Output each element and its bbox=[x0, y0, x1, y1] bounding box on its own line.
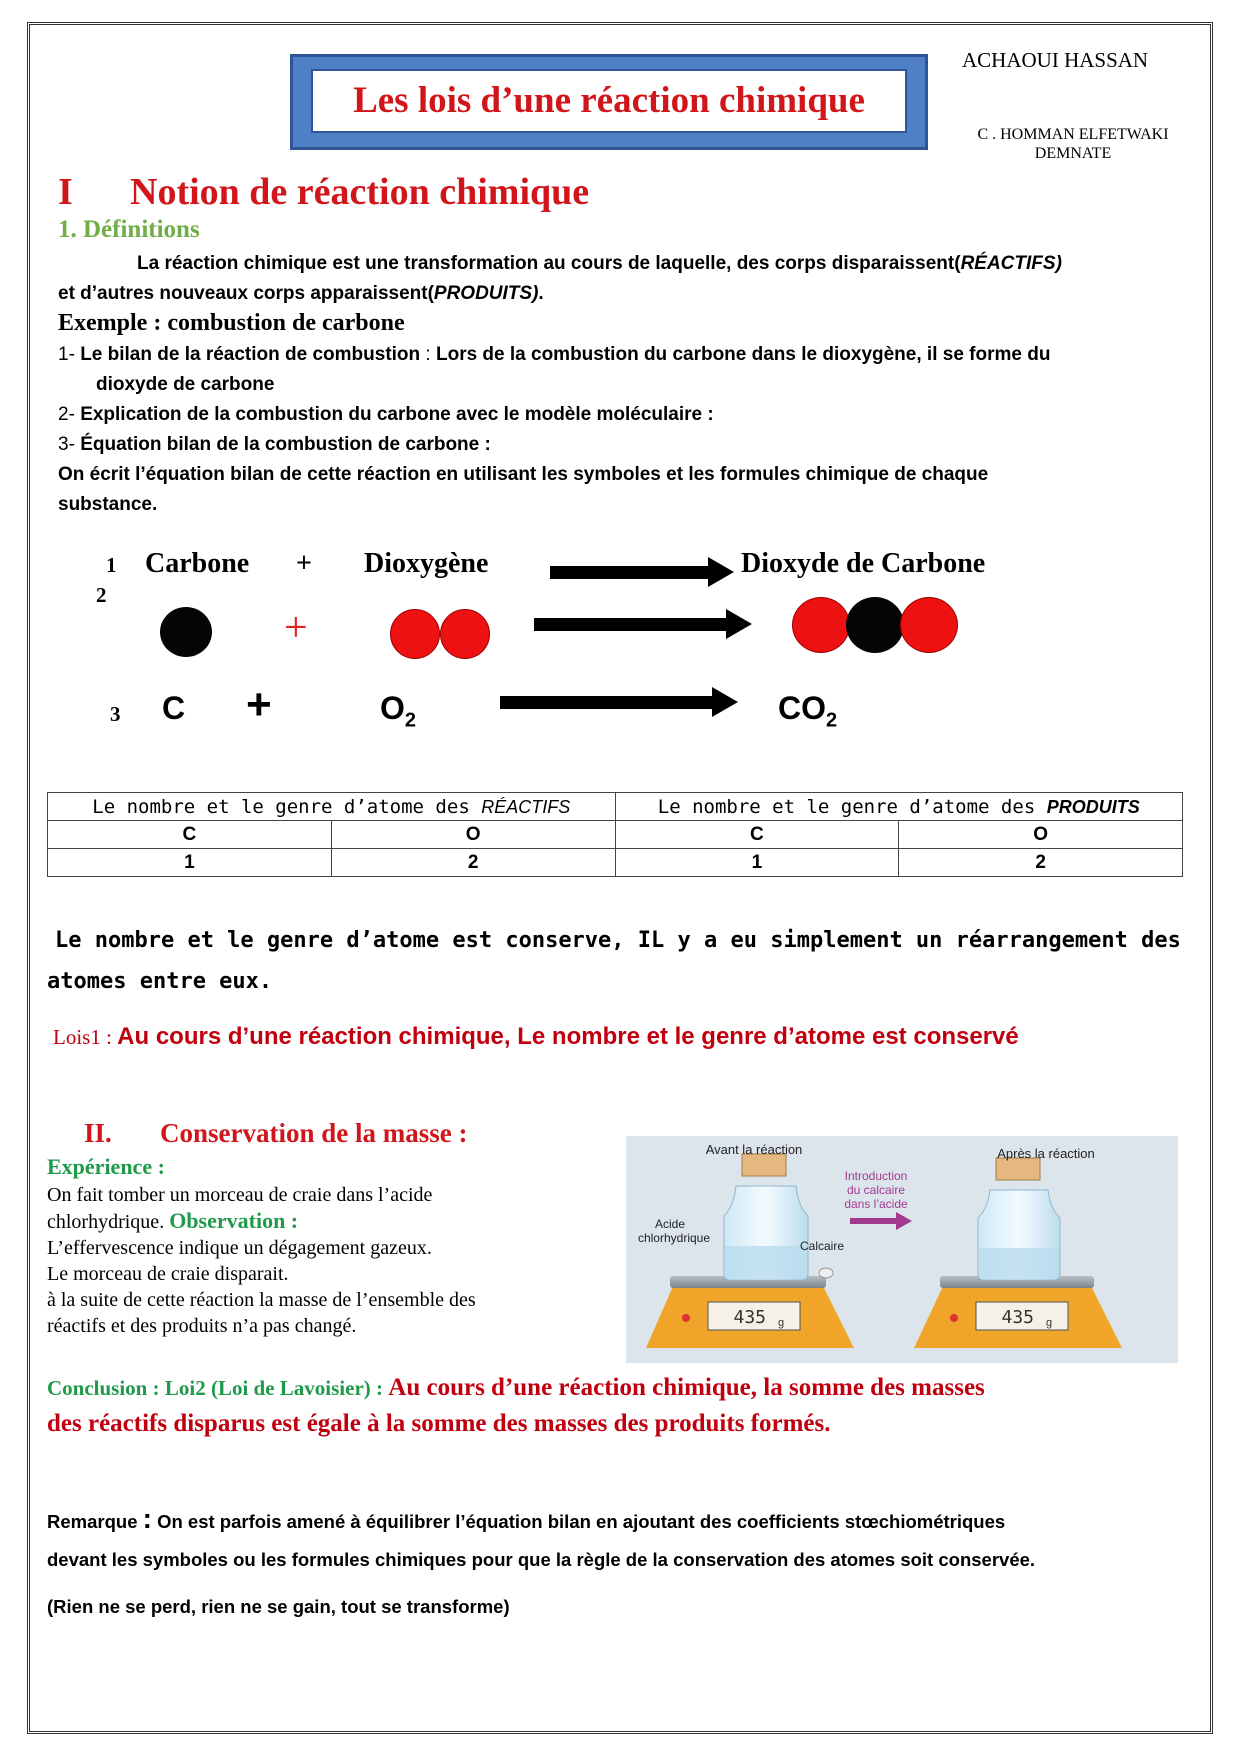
loi1 bbox=[53, 1023, 1019, 1051]
lavoisier-quote: (Rien ne se perd, rien ne se gain, tout se transforme) bbox=[47, 1596, 510, 1617]
formula-o: O bbox=[380, 690, 405, 726]
table-cell: 1 bbox=[615, 849, 899, 877]
table-cell: 2 bbox=[899, 849, 1183, 877]
definition-text: La réaction chimique est une transformation au cours de laquelle, des corps disparaissent( bbox=[137, 253, 961, 274]
header-reactifs: Le nombre et le genre d’atome des RÉACTIFS bbox=[48, 793, 616, 821]
remarque-text-2: devant les symboles ou les formules chimiques pour que la règle de la conservation des atomes soit conservée. bbox=[47, 1549, 1036, 1570]
formula-co: CO bbox=[778, 690, 826, 726]
item-1-separator: : bbox=[420, 344, 436, 365]
item-2-number: 2- bbox=[58, 404, 75, 425]
product-name: Dioxyde de Carbone bbox=[741, 548, 986, 579]
table-cell: 1 bbox=[48, 849, 332, 877]
figure-acid-line-1: Acide bbox=[654, 1217, 686, 1231]
formula-o-subscript: 2 bbox=[404, 709, 417, 732]
formula-co2 bbox=[778, 690, 837, 732]
experience-heading: Expérience : bbox=[47, 1154, 165, 1179]
page-title: Les lois d’une réaction chimique bbox=[311, 69, 907, 133]
item-1-number: 1- bbox=[58, 344, 75, 365]
definition-text-2: et d’autres nouveaux corps apparaissent( bbox=[58, 283, 434, 304]
remarque bbox=[47, 1500, 1197, 1579]
carbon-atom bbox=[160, 607, 212, 657]
section-2-number: II. bbox=[84, 1118, 112, 1148]
item-1-continued: dioxyde de carbone bbox=[96, 374, 275, 395]
definition-end: . bbox=[538, 283, 544, 304]
figure-intro-line-1: Introduction bbox=[844, 1169, 908, 1183]
section-1-number: I bbox=[58, 171, 73, 213]
equation-row-1-number: 1 bbox=[106, 553, 117, 577]
table-header-row bbox=[48, 793, 1183, 821]
reactant-carbone-name: Carbone bbox=[145, 548, 250, 579]
plus-sign-model-row: + bbox=[284, 605, 308, 651]
conservation-statement bbox=[47, 920, 1187, 1002]
table-cell: O bbox=[899, 821, 1183, 849]
plus-sign-word-row: + bbox=[296, 548, 312, 579]
figure-drawing bbox=[626, 1136, 1178, 1363]
item-3-text: Équation bilan de la combustion de carbone : bbox=[80, 434, 491, 455]
atom-count-table bbox=[47, 792, 1183, 877]
item-3 bbox=[58, 430, 491, 460]
conclusion bbox=[47, 1370, 1187, 1442]
formula-co2-subscript: 2 bbox=[826, 709, 838, 732]
conclusion-label: Conclusion : Loi2 (Loi de Lavoisier) : bbox=[47, 1376, 389, 1400]
equation-row-2-number: 2 bbox=[96, 583, 107, 607]
oxygen-atom-2 bbox=[440, 609, 490, 659]
calcaire-piece bbox=[819, 1268, 833, 1278]
co2-carbon-atom bbox=[846, 597, 904, 653]
table-cell: O bbox=[331, 821, 615, 849]
reactant-dioxygene-name: Dioxygène bbox=[364, 548, 489, 579]
experience-line-2: chlorhydrique. Observation : bbox=[47, 1208, 299, 1233]
observation-line-3: à la suite de cette réaction la masse de l’ensemble des bbox=[47, 1289, 476, 1311]
remarque-colon: : bbox=[142, 1503, 152, 1534]
item-3-number: 3- bbox=[58, 434, 75, 455]
conclusion-text-1: Au cours d’une réaction chimique, la somme des masses bbox=[388, 1374, 985, 1401]
definition-produits: PRODUITS) bbox=[433, 283, 539, 304]
item-2-text: Explication de la combustion du carbone avec le modèle moléculaire : bbox=[80, 404, 714, 425]
section-2-heading bbox=[84, 1118, 467, 1149]
table-row-counts bbox=[48, 849, 1183, 877]
header-produits: Le nombre et le genre d’atome des PRODUITS bbox=[615, 793, 1183, 821]
table-cell: C bbox=[615, 821, 899, 849]
table-cell: C bbox=[48, 821, 332, 849]
figure-calcaire-label: Calcaire bbox=[799, 1239, 845, 1253]
plus-sign-formula-row: + bbox=[246, 680, 272, 729]
author-name: ACHAOUI HASSAN bbox=[962, 48, 1149, 72]
conservation-line-2: atomes entre eux. bbox=[47, 969, 273, 994]
figure-intro-line-2: du calcaire bbox=[846, 1183, 906, 1197]
conclusion-line-1 bbox=[47, 1370, 1187, 1406]
loi1-label: Lois1 : bbox=[53, 1025, 118, 1049]
school-line-2: DEMNATE bbox=[1034, 145, 1112, 162]
remarque-text-1: On est parfois amené à équilibrer l’équation bilan en ajoutant des coefficients stœchiométriques bbox=[151, 1511, 1006, 1532]
equation-intro-line-2: substance. bbox=[58, 494, 158, 515]
remarque-line-1 bbox=[47, 1500, 1197, 1541]
item-1 bbox=[58, 340, 1198, 370]
observation-line-1: L’effervescence indique un dégagement gazeux. bbox=[47, 1237, 432, 1259]
definition-reactifs: RÉACTIFS) bbox=[960, 253, 1062, 274]
example-heading: Exemple : combustion de carbone bbox=[58, 310, 405, 336]
school-name bbox=[958, 125, 1188, 163]
observation-line-4: réactifs et des produits n’a pas changé. bbox=[47, 1315, 357, 1337]
item-1-label: Le bilan de la réaction de combustion bbox=[80, 344, 421, 365]
scale-unit-left: g bbox=[778, 1317, 785, 1329]
equation-intro bbox=[58, 460, 1198, 520]
co2-oxygen-atom-1 bbox=[792, 597, 850, 653]
experience-line-1: On fait tomber un morceau de craie dans l’acide bbox=[47, 1184, 433, 1206]
equation-row-3-number: 3 bbox=[110, 702, 121, 726]
formula-dioxygen bbox=[380, 690, 416, 732]
oxygen-atom-1 bbox=[390, 609, 440, 659]
title-banner bbox=[290, 54, 928, 150]
table-row-symbols bbox=[48, 821, 1183, 849]
scale-reading-right: 435 bbox=[1001, 1307, 1034, 1328]
section-1-heading bbox=[58, 170, 589, 214]
formula-carbon: C bbox=[162, 690, 186, 726]
observation-heading: Observation : bbox=[169, 1208, 299, 1233]
co2-oxygen-atom-2 bbox=[900, 597, 958, 653]
figure-intro-line-3: dans l’acide bbox=[844, 1197, 908, 1211]
equation-intro-line-1: On écrit l’équation bilan de cette réaction en utilisant les symboles et les formules chimique de chaque bbox=[58, 464, 989, 485]
scale-reading-left: 435 bbox=[733, 1307, 766, 1328]
remarque-label: Remarque bbox=[47, 1511, 143, 1532]
school-line-1: C . HOMMAN ELFETWAKI bbox=[977, 126, 1169, 143]
item-1-text: Lors de la combustion du carbone dans le dioxygène, il se forme du bbox=[435, 344, 1051, 365]
observation-line-2: Le morceau de craie disparait. bbox=[47, 1263, 289, 1285]
loi1-text: Au cours d’une réaction chimique, Le nombre et le genre d’atome est conservé bbox=[117, 1023, 1019, 1050]
conservation-line-1: Le nombre et le genre d’atome est conserve, IL y a eu simplement un réarrangement des bbox=[55, 928, 1181, 953]
lavoisier-experiment-figure bbox=[626, 1136, 1178, 1363]
item-2 bbox=[58, 400, 714, 430]
table-cell: 2 bbox=[331, 849, 615, 877]
definitions-heading: 1. Définitions bbox=[58, 216, 200, 243]
experience-body bbox=[47, 1182, 647, 1339]
definition-line-1 bbox=[137, 249, 1197, 279]
figure-after-label: Après la réaction bbox=[997, 1146, 1095, 1161]
definition-line-2 bbox=[58, 279, 544, 309]
section-1-title: Notion de réaction chimique bbox=[130, 171, 590, 213]
scale-unit-right: g bbox=[1046, 1317, 1053, 1329]
figure-before-label: Avant la réaction bbox=[705, 1142, 803, 1157]
figure-acid-line-2: chlorhydrique bbox=[637, 1231, 711, 1245]
conclusion-text-2: des réactifs disparus est égale à la somme des masses des produits formés. bbox=[47, 1410, 831, 1437]
section-2-title: Conservation de la masse : bbox=[160, 1118, 468, 1148]
